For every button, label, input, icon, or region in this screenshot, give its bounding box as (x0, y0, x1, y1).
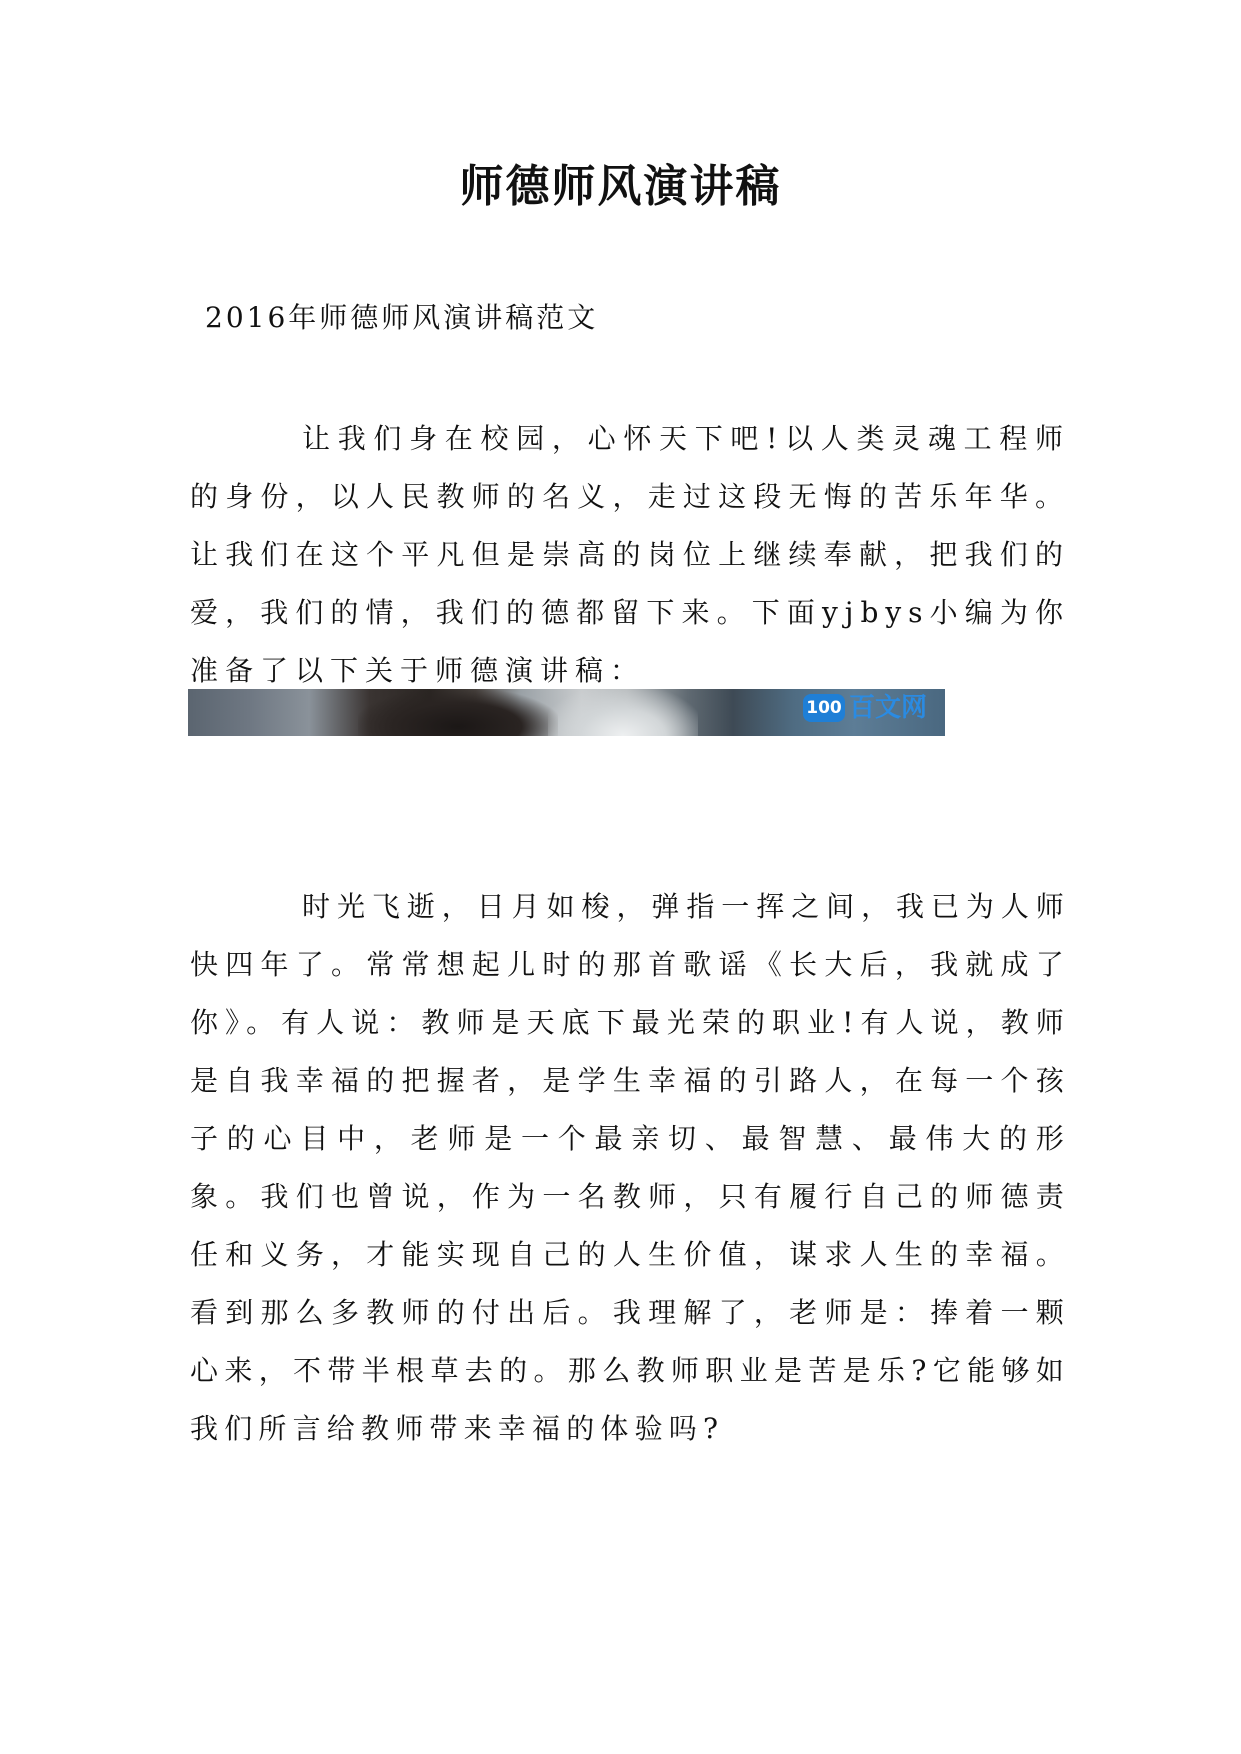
embedded-photo (188, 689, 945, 736)
watermark-logo (803, 693, 927, 723)
paragraph-intro: 让我们身在校园，心怀天下吧!以人类灵魂工程师的身份，以人民教师的名义，走过这段无悔的苦乐年华。让我们在这个平凡但是崇高的岗位上继续奉献，把我们的爱，我们的情，我们的德都留下来。下面yjbys小编为你准备了以下关于师德演讲稿： (190, 422, 1070, 687)
watermark-icon: 100 (803, 694, 845, 722)
photo-light-region (548, 689, 698, 736)
photo-dark-region (358, 689, 558, 736)
document-subtitle: 2016年师德师风演讲稿范文 (205, 301, 599, 334)
page-title: 师德师风演讲稿 (459, 161, 782, 212)
paragraph-body: 时光飞逝，日月如梭，弹指一挥之间，我已为人师快四年了。常常想起儿时的那首歌谣《长大后，我就成了你》。有人说：教师是天底下最光荣的职业!有人说，教师是自我幸福的把握者，是学生幸福的引路人，在每一个孩子的心目中，老师是一个最亲切、最智慧、最伟大的形象。我们也曾说，作为一名教师，只有履行自己的师德责任和义务，才能实现自己的人生价值，谋求人生的幸福。看到那么多教师的付出后。我理解了，老师是：捧着一颗心来，不带半根草去的。那么教师职业是苦是乐?它能够如我们所言给教师带来幸福的体验吗? (190, 890, 1070, 1445)
watermark-text: 百文网 (848, 693, 927, 723)
